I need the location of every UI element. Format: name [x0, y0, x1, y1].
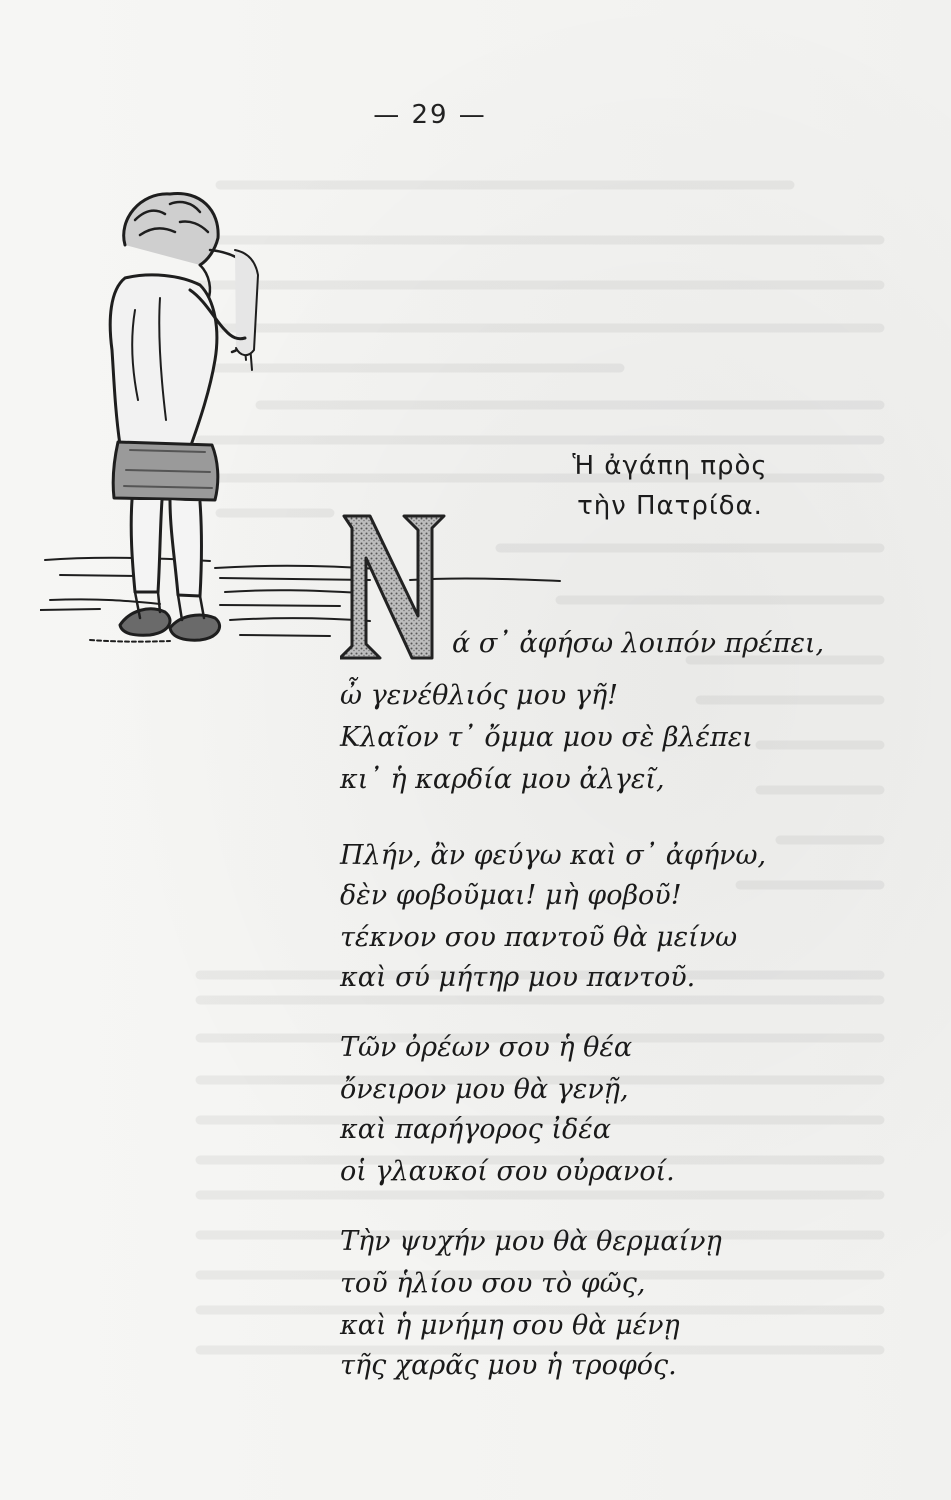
poem-line: Τῶν ὀρέων σου ἡ θέα [340, 1032, 633, 1063]
poem-line: καὶ σύ μήτηρ μου παντοῦ. [340, 962, 696, 993]
poem-line: δὲν φοβοῦμαι! μὴ φοβοῦ! [340, 880, 682, 911]
poem-line: τέκνον σου παντοῦ θὰ μείνω [340, 922, 738, 953]
poem-title [540, 446, 800, 526]
poem-line: καὶ παρήγορος ἰδέα [340, 1114, 611, 1145]
poem-line: ά σ᾿ ἀφήσω λοιπόν πρέπει, [452, 628, 825, 659]
drop-cap-n [340, 512, 448, 662]
poem-line: Κλαῖον τ᾿ ὄμμα μου σὲ βλέπει [340, 722, 753, 753]
poem-line: κι᾿ ἡ καρδία μου ἀλγεῖ, [340, 764, 665, 795]
poem-line: ὦ γενέθλιός μου γῆ! [340, 680, 619, 711]
poem-line: οἱ γλαυκοί σου οὐρανοί. [340, 1156, 675, 1187]
boy-crying-illustration [40, 180, 600, 680]
poem-line: Πλήν, ἂν φεύγω καὶ σ᾿ ἀφήνω, [340, 840, 767, 871]
poem-line: τοῦ ἡλίου σου τὸ φῶς, [340, 1268, 646, 1299]
poem-line: καὶ ἡ μνήμη σου θὰ μένῃ [340, 1310, 680, 1341]
poem-line: τῆς χαρᾶς μου ἡ τροφός. [340, 1350, 677, 1381]
poem-line: Τὴν ψυχήν μου θὰ θερμαίνῃ [340, 1226, 722, 1257]
title-line-1: Ἡ ἀγάπη πρὸς [572, 451, 768, 481]
page-number: — 29 — [373, 100, 487, 130]
poem-line: ὄνειρον μου θὰ γενῇ, [340, 1074, 629, 1105]
title-line-2: τὴν Πατρίδα. [577, 491, 763, 521]
